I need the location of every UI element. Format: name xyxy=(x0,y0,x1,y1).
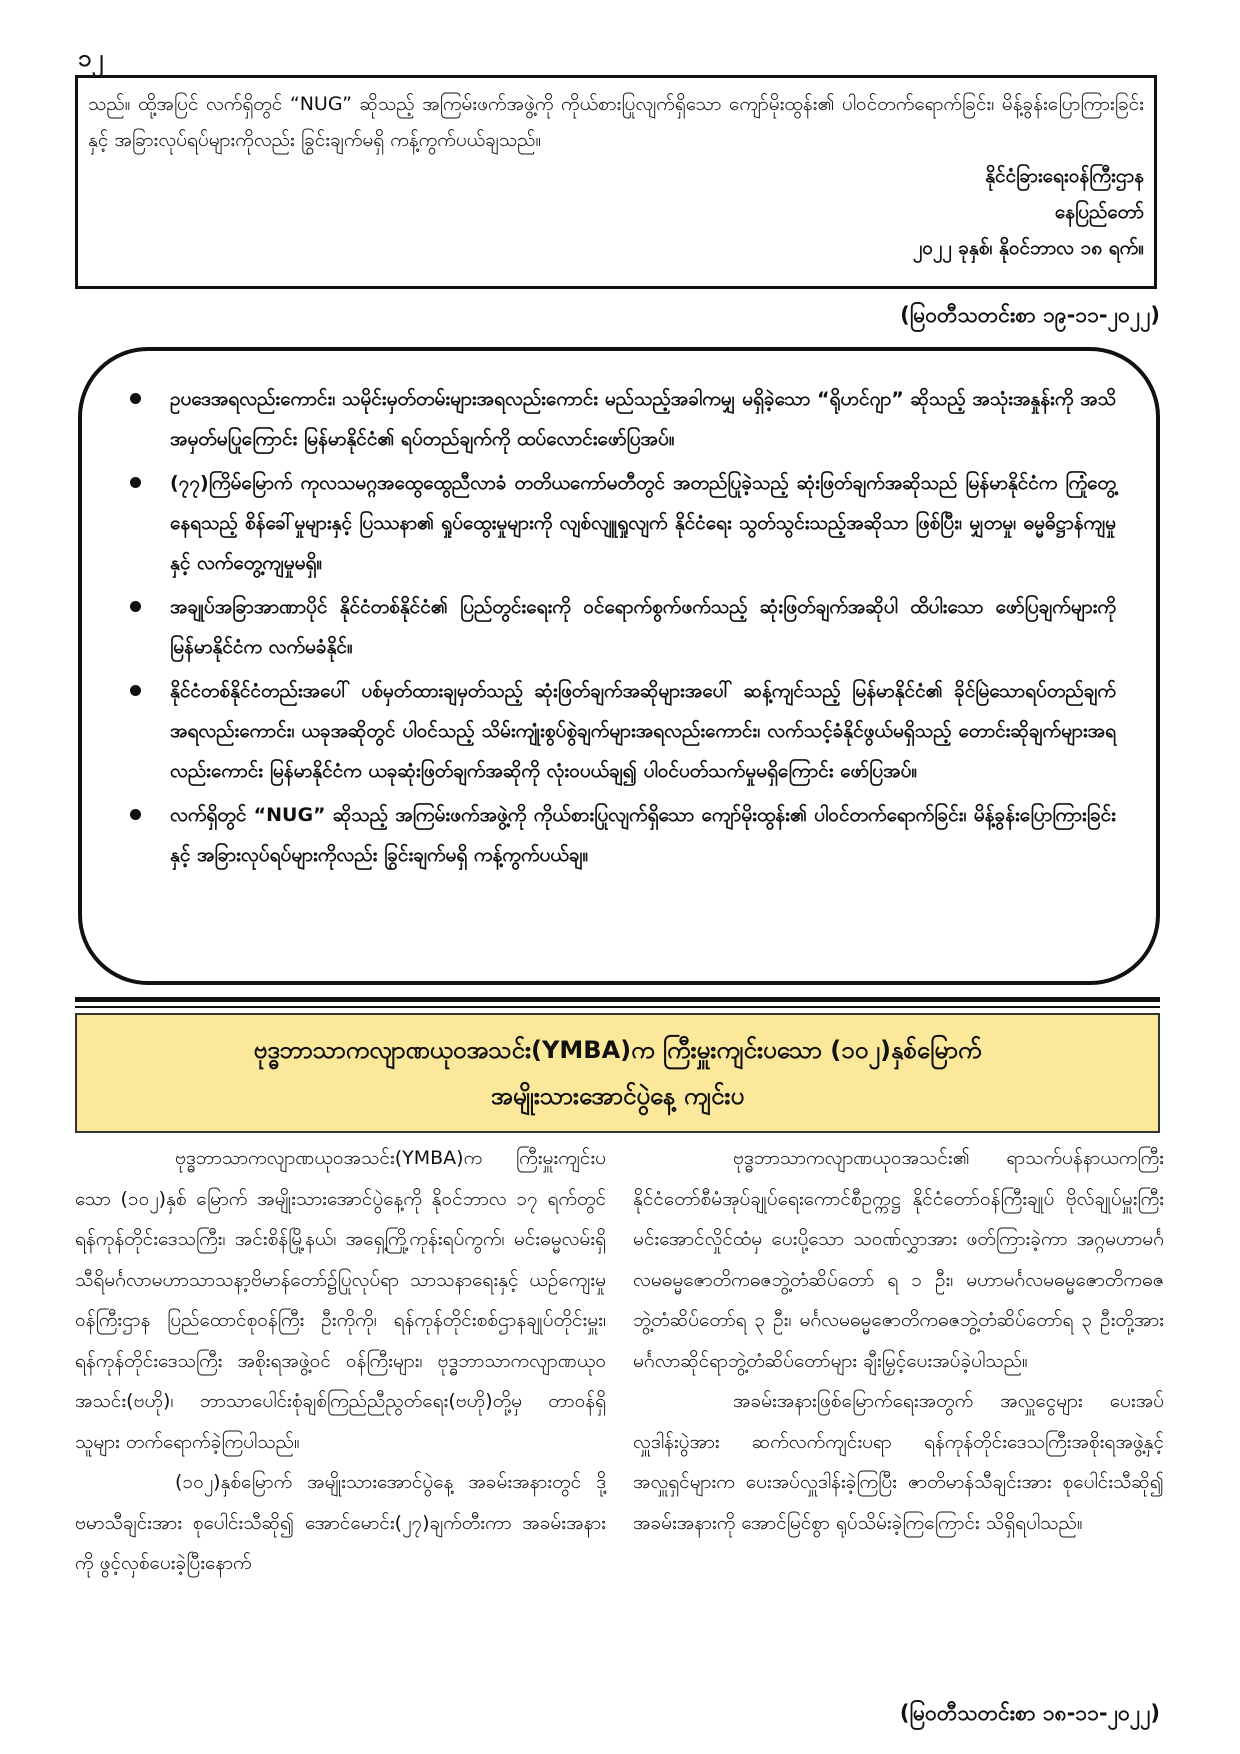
list-item xyxy=(124,795,1116,875)
list-item-text: (၇၇)ကြိမ်မြောက် ကုလသမဂ္ဂအထွေထွေညီလာခံ တတိယကော်မတီတွင် အတည်ပြုခဲ့သည့် ဆုံးဖြတ်ချက်အဆိုသည် မြန်မာနိုင်ငံက ကြုံတွေ့နေရသည့် စိန်ခေါ်မှုများနှင့် ပြဿနာ၏ ရှုပ်ထွေးမှုများကို လျစ်လျူရှုလျက် နိုင်ငံရေး သွတ်သွင်းသည့်အဆိုသာ ဖြစ်ပြီး၊ မျှတမှု၊ ဓမ္မဓိဋ္ဌာန်ကျမှုနှင့် လက်တွေ့ကျမှုမရှိ။ xyxy=(170,472,1116,574)
article-paragraph: ဗုဒ္ဓဘာသာကလျာဏယုဝအသင်း(YMBA)က ကြီးမှူးကျင်းပသော (၁၀၂)နှစ် မြောက် အမျိုးသားအောင်ပွဲနေ့ကို နိုဝင်ဘာလ ၁၇ ရက်တွင် ရန်ကုန်တိုင်းဒေသကြီး၊ အင်းစိန်မြို့နယ်၊ အရှေ့ကြို့ကုန်းရပ်ကွက်၊ မင်းဓမ္မလမ်းရှိ သီရိမင်္ဂလာမဟာသာသနာ့ဗိမာန်တော်၌ပြုလုပ်ရာ သာသနာရေးနှင့် ယဉ်ကျေးမှုဝန်ကြီးဌာန ပြည်ထောင်စုဝန်ကြီး ဦးကိုကို၊ ရန်ကုန်တိုင်းစစ်ဌာနချုပ်တိုင်းမှူး၊ ရန်ကုန်တိုင်းဒေသကြီး အစိုးရအဖွဲ့ဝင် ဝန်ကြီးများ၊ ဗုဒ္ဓဘာသာကလျာဏယုဝအသင်း(ဗဟို)၊ ဘာသာပေါင်းစုံချစ်ကြည်ညီညွတ်ရေး(ဗဟို)တို့မှ တာဝန်ရှိသူများ တက်ရောက်ခဲ့ကြပါသည်။ xyxy=(75,1147,606,1453)
bullet-icon xyxy=(130,477,141,488)
key-points-box xyxy=(78,347,1160,985)
bullet-icon xyxy=(130,685,141,696)
headline-line-1: ဗုဒ္ဓဘာသာကလျာဏယုဝအသင်း(YMBA)က ကြီးမှူးကျင်းပသော (၁၀၂)နှစ်မြောက် xyxy=(253,1036,982,1064)
list-item xyxy=(124,671,1116,791)
statement-body: သည်။ ထို့အပြင် လက်ရှိတွင် “NUG” ဆိုသည့် အကြမ်းဖက်အဖွဲ့ကို ကိုယ်စားပြုလျက်ရှိသော ကျော်မိုးထွန်း၏ ပါဝင်တက်ရောက်ခြင်း၊ မိန့်ခွန်းပြောကြားခြင်းနှင့် အခြားလုပ်ရပ်များကိုလည်း ခြွင်းချက်မရှိ ကန့်ကွက်ပယ်ချသည်။ xyxy=(88,93,1144,151)
page-number: ၁၂ xyxy=(78,44,104,72)
list-item-text: နိုင်ငံတစ်နိုင်ငံတည်းအပေါ် ပစ်မှတ်ထားချမှတ်သည့် ဆုံးဖြတ်ချက်အဆိုများအပေါ် ဆန့်ကျင်သည့် မြန်မာနိုင်ငံ၏ ခိုင်မြဲသောရပ်တည်ချက်အရလည်းကောင်း၊ ယခုအဆိုတွင် ပါဝင်သည့် သိမ်းကျုံးစွပ်စွဲချက်များအရလည်းကောင်း၊ လက်သင့်ခံနိုင်ဖွယ်မရှိသည့် တောင်းဆိုချက်များအရလည်းကောင်း မြန်မာနိုင်ငံက ယခုဆုံးဖြတ်ချက်အဆိုကို လုံးဝပယ်ချ၍ ပါဝင်ပတ်သက်မှုမရှိကြောင်း ဖော်ပြအပ်။ xyxy=(170,680,1116,782)
statement-box xyxy=(75,75,1157,289)
signatory-ministry: နိုင်ငံခြားရေးဝန်ကြီးဌာန xyxy=(985,165,1144,187)
source-citation-2: (မြဝတီသတင်းစာ ၁၈-၁၁-၂၀၂၂) xyxy=(899,1701,1160,1725)
key-points-list xyxy=(124,379,1116,875)
signatory-date: ၂၀၂၂ ခုနှစ်၊ နိုဝင်ဘာလ ၁၈ ရက်။ xyxy=(912,237,1144,259)
article-paragraph: အခမ်းအနားဖြစ်မြောက်ရေးအတွက် အလှူငွေများ ပေးအပ်လှူဒါန်းပွဲအား ဆက်လက်ကျင်းပရာ ရန်ကုန်တိုင်းဒေသကြီးအစိုးရအဖွဲ့နှင့် အလှူရှင်များက ပေးအပ်လှူဒါန်းခဲ့ကြပြီး ဇာတိမာန်သီချင်းအား စုပေါင်းသီဆို၍ အခမ်းအနားကို အောင်မြင်စွာ ရုပ်သိမ်းခဲ့ကြကြောင်း သိရှိရပါသည်။ xyxy=(633,1390,1164,1534)
list-item xyxy=(124,379,1116,459)
bullet-icon xyxy=(130,393,141,404)
headline-line-2: အမျိုးသားအောင်ပွဲနေ့ ကျင်းပ xyxy=(490,1082,745,1110)
article-paragraph: ဗုဒ္ဓဘာသာကလျာဏယုဝအသင်း၏ ရာသက်ပန်နာယကကြီး နိုင်ငံတော်စီမံအုပ်ချုပ်ရေးကောင်စီဥက္ကဋ္ဌ နိုင်ငံတော်ဝန်ကြီးချုပ် ဗိုလ်ချုပ်မှူးကြီးမင်းအောင်လှိုင်ထံမှ ပေးပို့သော သဝဏ်လွှာအား ဖတ်ကြားခဲ့ကာ အဂ္ဂမဟာမင်္ဂလမဓမ္မဇောတိကဓဇဘွဲ့တံဆိပ်တော် ရ ၁ ဦး၊ မဟာမင်္ဂလမဓမ္မဇောတိကဓဇဘွဲ့တံဆိပ်တော်ရ ၃ ဦး၊ မင်္ဂလမဓမ္မဇောတိကဓဇဘွဲ့တံဆိပ်တော်ရ ၃ ဦးတို့အား မင်္ဂလာဆိုင်ရာဘွဲ့တံဆိပ်တော်များ ချီးမြှင့်ပေးအပ်ခဲ့ပါသည်။ xyxy=(633,1147,1164,1372)
list-item-text: ဥပဒေအရလည်းကောင်း၊ သမိုင်းမှတ်တမ်းများအရလည်းကောင်း မည်သည့်အခါကမျှ မရှိခဲ့သော “ရိုဟင်ဂျာ” ဆိုသည့် အသုံးအနှုန်းကို အသိအမှတ်မပြုကြောင်း မြန်မာနိုင်ငံ၏ ရပ်တည်ချက်ကို ထပ်လောင်းဖော်ပြအပ်။ xyxy=(170,388,1116,450)
signatory-city: နေပြည်တော် xyxy=(1054,201,1144,223)
article-column-left xyxy=(75,1138,606,1584)
bullet-icon xyxy=(130,809,141,820)
source-citation-1: (မြဝတီသတင်းစာ ၁၉-၁၁-၂၀၂၂) xyxy=(900,303,1160,327)
bullet-icon xyxy=(130,601,141,612)
article-column-right xyxy=(633,1138,1164,1543)
list-item xyxy=(124,463,1116,583)
divider xyxy=(75,1006,1160,1008)
divider xyxy=(75,997,1160,1002)
list-item-text: အချုပ်အခြာအာဏာပိုင် နိုင်ငံတစ်နိုင်ငံ၏ ပြည်တွင်းရေးကို ဝင်ရောက်စွက်ဖက်သည့် ဆုံးဖြတ်ချက်အဆိုပါ ထိပါးသော ဖော်ပြချက်များကို မြန်မာနိုင်ငံက လက်မခံနိုင်။ xyxy=(170,596,1116,658)
list-item-text: လက်ရှိတွင် “NUG” ဆိုသည့် အကြမ်းဖက်အဖွဲ့ကို ကိုယ်စားပြုလျက်ရှိသော ကျော်မိုးထွန်း၏ ပါဝင်တက်ရောက်ခြင်း၊ မိန့်ခွန်းပြောကြားခြင်းနှင့် အခြားလုပ်ရပ်များကိုလည်း ခြွင်းချက်မရှိ ကန့်ကွက်ပယ်ချ။ xyxy=(170,804,1116,866)
article-headline xyxy=(75,1013,1160,1133)
article-paragraph: (၁၀၂)နှစ်မြောက် အမျိုးသားအောင်ပွဲနေ့ အခမ်းအနားတွင် ဒို့ဗမာသီချင်းအား စုပေါင်းသီဆို၍ အောင်မောင်း(၂၇)ချက်တီးကာ အခမ်းအနားကို ဖွင့်လှစ်ပေးခဲ့ပြီးနောက် xyxy=(75,1471,606,1574)
list-item xyxy=(124,587,1116,667)
